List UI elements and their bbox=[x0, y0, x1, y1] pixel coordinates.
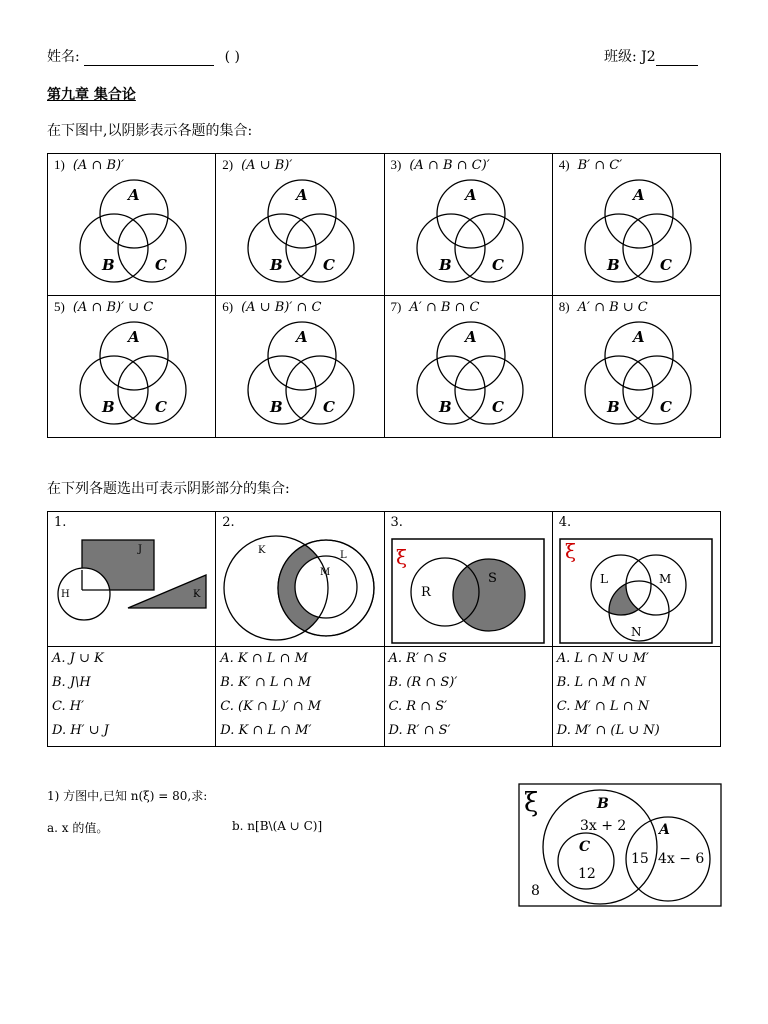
venn-diagram bbox=[415, 176, 527, 295]
mc-figure-4 bbox=[552, 512, 720, 647]
chapter-title: 第九章 集合论 bbox=[47, 87, 136, 103]
option-c[interactable]: C. H′ bbox=[52, 699, 85, 714]
venn-diagram bbox=[583, 176, 695, 295]
venn-diagram bbox=[246, 176, 358, 295]
label-l: L bbox=[599, 572, 608, 586]
venn-svg bbox=[583, 176, 695, 291]
value-c: 12 bbox=[578, 866, 596, 882]
venn-svg bbox=[78, 176, 190, 291]
label-j: J bbox=[138, 544, 143, 555]
venn-cell-1: 1) (A ∩ B)′ A B C bbox=[48, 154, 216, 296]
name-blank bbox=[84, 65, 214, 66]
venn-diagram bbox=[415, 318, 527, 437]
label-b: B bbox=[438, 256, 452, 274]
venn-svg bbox=[583, 318, 695, 433]
mc-table bbox=[47, 511, 721, 747]
label-b: B bbox=[102, 256, 115, 274]
option-b[interactable]: B. J\H bbox=[52, 675, 91, 690]
figure-4 bbox=[553, 512, 721, 647]
venn-svg bbox=[415, 318, 527, 433]
venn-svg bbox=[78, 318, 190, 433]
label-b: B bbox=[270, 398, 283, 416]
option-a[interactable]: A. R′ ∩ S bbox=[388, 651, 447, 666]
question-number: 2. bbox=[222, 515, 235, 530]
label-s: S bbox=[487, 571, 497, 586]
label-n: N bbox=[630, 625, 642, 639]
venn-svg bbox=[246, 318, 358, 433]
mc-figure-1 bbox=[48, 512, 216, 647]
option-d[interactable]: D. H′ ∪ J bbox=[52, 723, 109, 738]
mc-options-2 bbox=[216, 647, 384, 747]
figure-3 bbox=[385, 512, 553, 647]
label-c: C bbox=[579, 839, 591, 855]
label-a: A bbox=[632, 186, 645, 204]
option-a[interactable]: A. L ∩ N ∪ M′ bbox=[556, 651, 649, 666]
q1-text: 1) 方图中,已知 n(ξ) = 80,求: bbox=[47, 789, 208, 803]
label-c: C bbox=[659, 256, 672, 274]
label-a: A bbox=[464, 328, 477, 346]
label-c: C bbox=[491, 256, 504, 274]
label-a: A bbox=[128, 328, 140, 346]
label-c: C bbox=[323, 398, 336, 416]
label-b: B bbox=[270, 256, 283, 274]
mc-options-1 bbox=[48, 647, 216, 747]
q1-part-b: b. n[B\(A ∪ C)] bbox=[232, 819, 323, 833]
value-a-only: 4x − 6 bbox=[658, 851, 705, 867]
venn-svg bbox=[415, 176, 527, 291]
label-k: K bbox=[193, 589, 201, 600]
xi-icon: ξ bbox=[524, 788, 539, 818]
venn-cell-5: 5) (A ∩ B)′ ∪ C A B C bbox=[48, 296, 216, 438]
label-b: B bbox=[606, 398, 620, 416]
q1-diagram bbox=[518, 783, 722, 907]
label-a: A bbox=[632, 328, 645, 346]
name-label: 姓名: bbox=[47, 49, 80, 65]
venn-cell-3: 3) (A ∩ B ∩ C)′ A B C bbox=[384, 154, 552, 296]
mc-figure-2 bbox=[216, 512, 384, 647]
figure-2 bbox=[216, 512, 384, 647]
label-m: M bbox=[658, 572, 672, 586]
label-a: A bbox=[296, 328, 308, 346]
venn-diagram bbox=[78, 176, 190, 295]
venn-cell-6: 6) (A ∪ B)′ ∩ C A B C bbox=[216, 296, 384, 438]
question-number: 1. bbox=[54, 515, 67, 530]
value-a-and-b: 15 bbox=[631, 851, 649, 867]
option-d[interactable]: D. K ∩ L ∩ M′ bbox=[220, 723, 312, 738]
value-b-only: 3x + 2 bbox=[580, 818, 627, 834]
label-a: A bbox=[659, 822, 670, 838]
venn-diagram bbox=[246, 318, 358, 437]
option-c[interactable]: C. M′ ∩ L ∩ N bbox=[556, 699, 650, 714]
mc-options-4 bbox=[552, 647, 720, 747]
label-b: B bbox=[606, 256, 620, 274]
option-d[interactable]: D. R′ ∩ S′ bbox=[388, 723, 451, 738]
label-a: A bbox=[296, 186, 308, 204]
venn-table bbox=[47, 153, 721, 438]
label-m: M bbox=[320, 567, 331, 578]
section1-instruction: 在下图中,以阴影表示各题的集合: bbox=[47, 123, 253, 139]
class-row bbox=[604, 46, 698, 66]
option-c[interactable]: C. R ∩ S′ bbox=[388, 699, 448, 714]
label-b: B bbox=[597, 796, 609, 812]
label-b: B bbox=[102, 398, 115, 416]
value-outside: 8 bbox=[531, 883, 540, 899]
label-c: C bbox=[491, 398, 504, 416]
venn-cell-4: 4) B′ ∩ C′ A B C bbox=[552, 154, 720, 296]
label-r: R bbox=[420, 585, 431, 600]
option-a[interactable]: A. K ∩ L ∩ M bbox=[220, 651, 308, 666]
venn-cell-8: 8) A′ ∩ B ∪ C A B C bbox=[552, 296, 720, 438]
class-blank bbox=[656, 65, 698, 66]
option-c[interactable]: C. (K ∩ L)′ ∩ M bbox=[220, 699, 322, 714]
section2-instruction: 在下列各题选出可表示阴影部分的集合: bbox=[47, 481, 290, 497]
option-d[interactable]: D. M′ ∩ (L ∪ N) bbox=[556, 723, 660, 738]
option-b[interactable]: B. K′ ∩ L ∩ M bbox=[220, 675, 312, 690]
q1-part-a: a. x 的值。 bbox=[47, 821, 109, 835]
venn-diagram bbox=[78, 318, 190, 437]
label-b: B bbox=[438, 398, 452, 416]
class-label: 班级: J2 bbox=[604, 49, 656, 65]
mc-options-3 bbox=[384, 647, 552, 747]
venn-diagram bbox=[583, 318, 695, 437]
label-c: C bbox=[155, 256, 167, 274]
label-a: A bbox=[464, 186, 477, 204]
venn-svg bbox=[246, 176, 358, 291]
label-k: K bbox=[258, 545, 266, 556]
question-number: 3. bbox=[390, 515, 403, 530]
label-c: C bbox=[659, 398, 672, 416]
xi-icon: ξ bbox=[395, 545, 407, 569]
figure-1 bbox=[48, 512, 216, 647]
venn-cell-7: 7) A′ ∩ B ∩ C A B C bbox=[384, 296, 552, 438]
question-number: 4. bbox=[558, 515, 572, 530]
xi-icon: ξ bbox=[564, 539, 576, 563]
label-c: C bbox=[323, 256, 336, 274]
label-a: A bbox=[128, 186, 140, 204]
label-l: L bbox=[340, 550, 347, 561]
venn-cell-2: 2) (A ∪ B)′ A B C bbox=[216, 154, 384, 296]
option-b[interactable]: B. (R ∩ S)′ bbox=[388, 675, 458, 690]
label-h: H bbox=[61, 589, 70, 600]
name-row bbox=[47, 46, 240, 66]
option-b[interactable]: B. L ∩ M ∩ N bbox=[556, 675, 647, 690]
mc-figure-3 bbox=[384, 512, 552, 647]
label-c: C bbox=[155, 398, 167, 416]
seat-paren: ( ) bbox=[224, 49, 240, 65]
option-a[interactable]: A. J ∪ K bbox=[52, 651, 104, 666]
